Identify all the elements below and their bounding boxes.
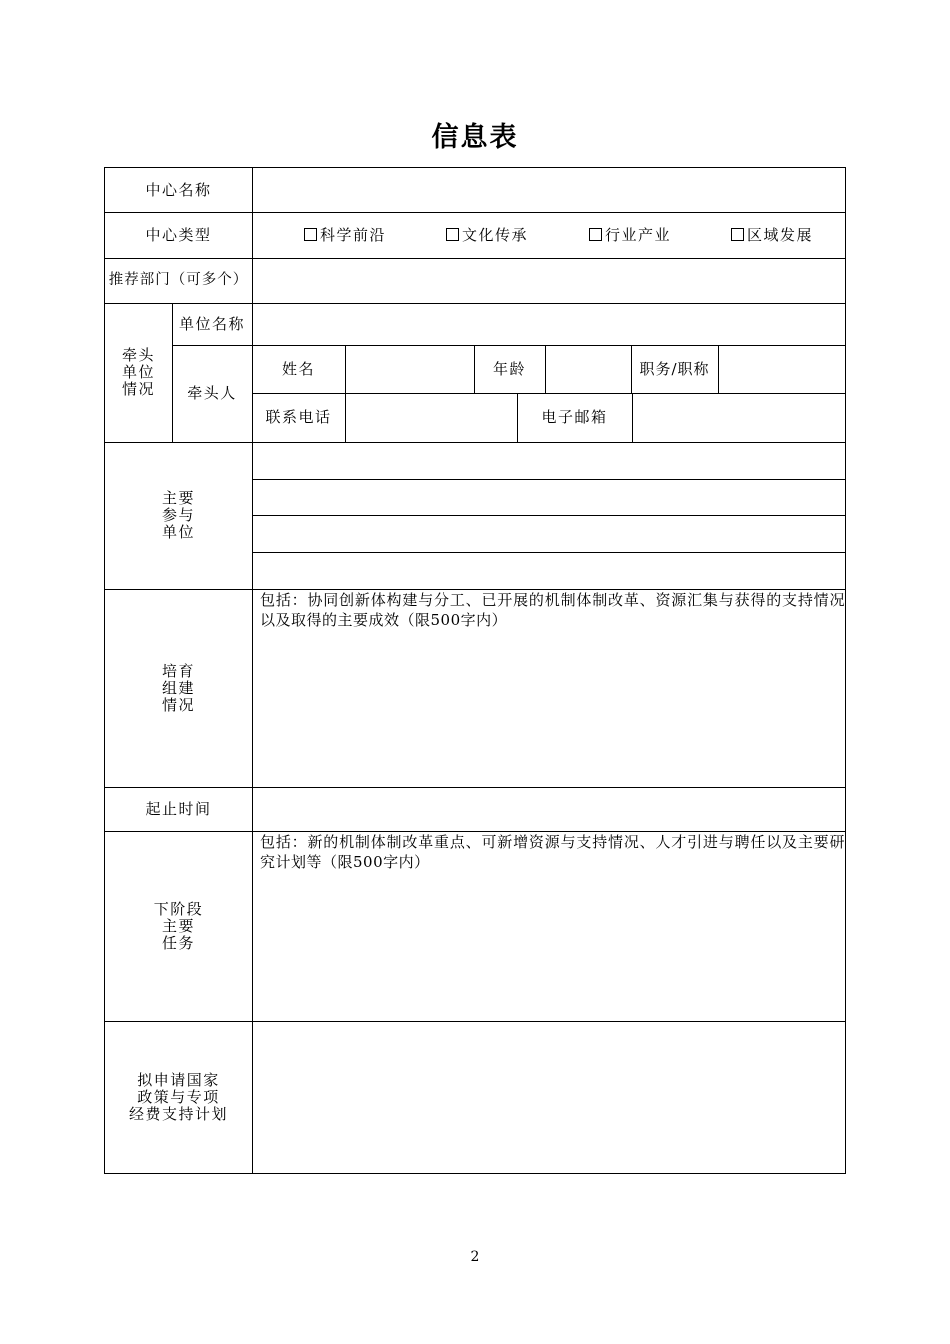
position-field[interactable]: [719, 346, 845, 393]
unit-name-field[interactable]: [253, 304, 845, 345]
incubation-hint: 包括：协同创新体构建与分工、已开展的机制体制改革、资源汇集与获得的支持情况以及取得的主要成效（限500字内）: [260, 591, 845, 629]
page-title: 信息表: [431, 122, 519, 153]
option-industry[interactable]: 行业产业: [589, 225, 671, 245]
checkbox-icon[interactable]: [446, 228, 459, 241]
leader-label: 牵头人: [187, 384, 237, 402]
option-science-frontier[interactable]: 科学前沿: [304, 225, 386, 245]
participants-label: 主要 参与 单位: [161, 489, 195, 541]
option-cultural-heritage[interactable]: 文化传承: [446, 225, 528, 245]
policy-plan-field[interactable]: [253, 1022, 845, 1173]
period-field[interactable]: [253, 788, 845, 831]
next-tasks-label: 下阶段 主要 任务: [153, 899, 204, 952]
participant-field[interactable]: [253, 516, 845, 552]
participant-field[interactable]: [253, 443, 845, 479]
checkbox-icon[interactable]: [304, 228, 317, 241]
incubation-label: 培育 组建 情况: [161, 661, 195, 714]
info-table: [104, 167, 846, 1174]
checkbox-icon[interactable]: [589, 228, 602, 241]
center-type-label: 中心类型: [145, 225, 212, 244]
name-field[interactable]: [346, 346, 474, 393]
recommend-dept-field[interactable]: [253, 259, 845, 303]
age-label: 年龄: [492, 359, 526, 378]
page-number: 2: [470, 1249, 480, 1265]
recommend-dept-label: 推荐部门（可多个）: [108, 272, 249, 288]
checkbox-icon[interactable]: [731, 228, 744, 241]
age-field[interactable]: [546, 346, 631, 393]
center-name-field[interactable]: [253, 168, 845, 212]
lead-unit-label: 牵头 单位 情况: [121, 346, 155, 398]
email-label: 电子邮箱: [541, 408, 608, 426]
position-label: 职务/职称: [639, 359, 710, 378]
phone-field[interactable]: [346, 394, 517, 442]
unit-name-label: 单位名称: [178, 314, 245, 333]
option-regional-development[interactable]: 区域发展: [731, 225, 813, 245]
participant-field[interactable]: [253, 553, 845, 589]
name-label: 姓名: [281, 359, 315, 378]
center-name-label: 中心名称: [145, 180, 212, 199]
period-label: 起止时间: [145, 799, 212, 818]
email-field[interactable]: [633, 394, 845, 442]
next-tasks-hint: 包括：新的机制体制改革重点、可新增资源与支持情况、人才引进与聘任以及主要研究计划等（限500字内）: [260, 833, 845, 871]
phone-label: 联系电话: [265, 408, 332, 426]
participant-field[interactable]: [253, 480, 845, 515]
policy-plan-label: 拟申请国家 政策与专项 经费支持计划: [128, 1070, 228, 1123]
